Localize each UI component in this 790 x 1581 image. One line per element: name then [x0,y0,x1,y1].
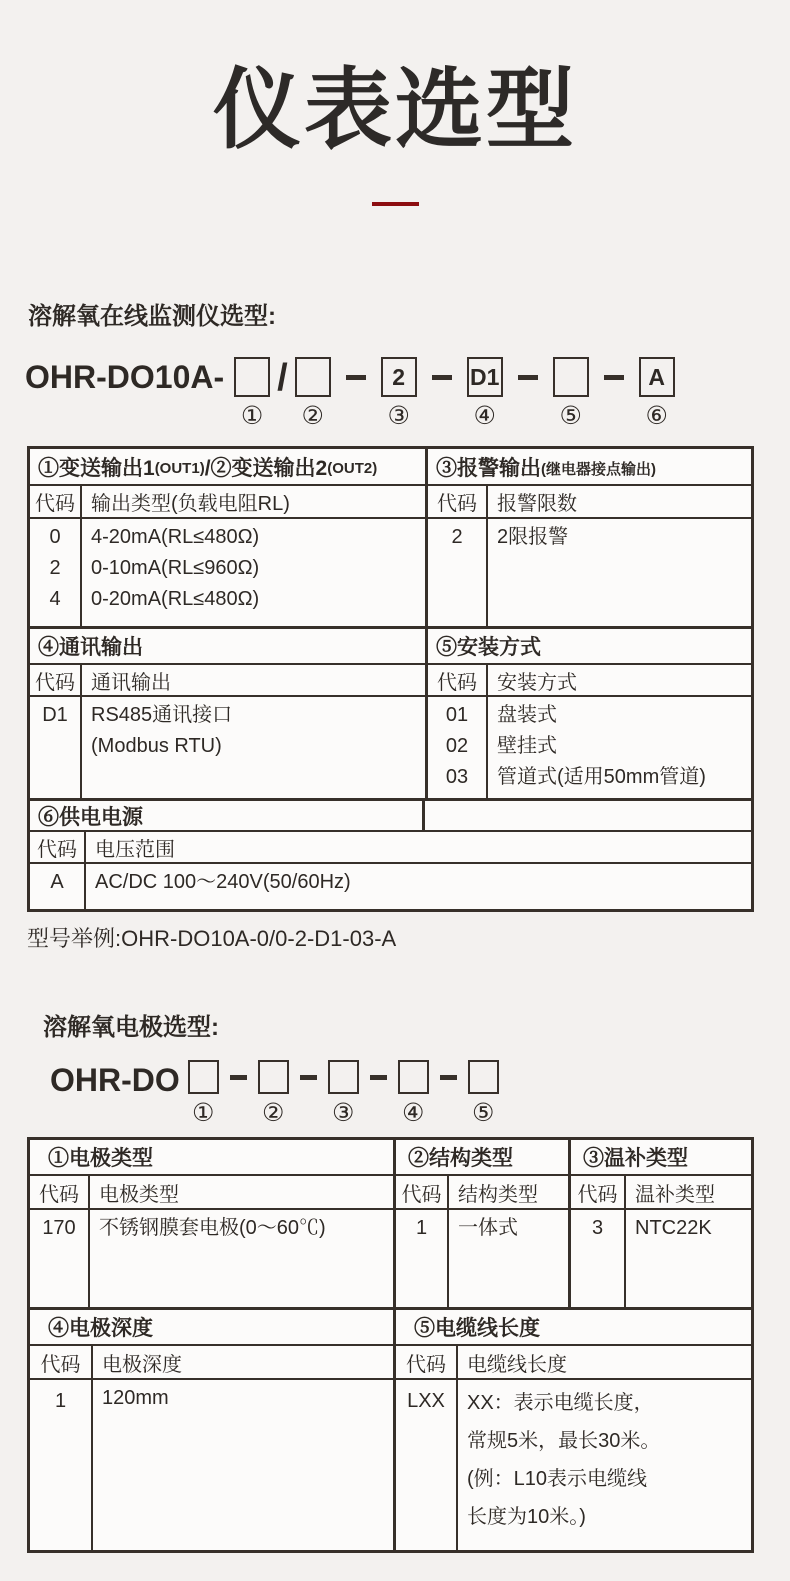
code-header-cell: 代码 [30,832,86,862]
code-cells [396,1210,449,1307]
separator-dash [604,375,624,380]
electrode-selection-table [27,1137,754,1553]
desc-cells [86,864,751,909]
section-alarm-output [425,449,751,626]
column-header-row [396,1176,568,1210]
electrode-model-prefix: OHR-DO [50,1062,180,1098]
desc-line: (例：L10表示电缆线 [467,1468,648,1490]
code-cell: 1 [415,1217,428,1239]
data-area [30,697,425,798]
page-title: 仪表选型 [212,60,577,159]
code-header-cell: 代码 [571,1176,626,1208]
section-transmit-output-title [30,449,425,486]
model-slot-6 [639,357,675,430]
column-header-row [428,486,751,519]
electrode-slot-1 [188,1060,219,1127]
data-area [30,1210,393,1307]
monitor-model-code-row [25,357,790,430]
data-area [571,1210,751,1307]
separator-dash [370,1075,387,1080]
data-area [396,1210,568,1307]
desc-cell: 不锈钢膜套电极(0～60℃) [99,1217,326,1239]
table1-row-2 [30,629,751,801]
model-example-label: 型号举例: [27,926,122,951]
desc-header-cell: 电压范围 [95,838,175,861]
electrode-slot-box-3 [328,1060,359,1094]
section-mount-type-title [428,629,751,665]
section-transmit-output [30,449,425,626]
separator-dash [300,1075,317,1080]
section-electrode-type [30,1140,393,1307]
title-text: ⑤安装方式 [436,636,541,659]
section-electrode-type-title [30,1140,393,1176]
separator-dash [432,375,452,380]
title-text: /②变送输出2 [204,456,328,480]
section-electrode-depth [30,1310,393,1550]
code-cell: 4 [49,588,61,610]
slot-index-3: ③ [332,1098,355,1127]
separator-dash [518,375,538,380]
section-cable-length [393,1310,751,1550]
column-header-row [30,1176,393,1210]
model-example-line [27,922,790,953]
section-structure-type [393,1140,568,1307]
electrode-slot-2 [258,1060,289,1127]
code-cell: 2 [451,526,463,548]
section-alarm-output-title [428,449,751,486]
table2-row-1 [30,1140,751,1310]
desc-cell: RS485通讯接口 [91,704,233,726]
code-cell: 02 [445,735,469,757]
separator-dash [440,1075,457,1080]
desc-cells [488,697,751,798]
title-text: ⑤电缆线长度 [414,1317,540,1340]
code-header-cell: 代码 [428,486,488,517]
section-temp-comp-type-title [571,1140,751,1176]
desc-cell: 壁挂式 [497,735,557,757]
electrode-slot-box-2 [258,1060,289,1094]
code-header-cell: 代码 [396,1176,449,1208]
desc-header-cell: 安装方式 [497,671,577,694]
slot-index-2: ② [301,401,324,430]
model-slot-box-1 [234,357,270,397]
model-slot-box-2 [295,357,331,397]
slot-index-4: ④ [402,1098,425,1127]
section-power-supply [30,801,751,909]
title-text: ①电极类型 [48,1147,153,1170]
model-slot-2 [295,357,331,430]
desc-cells [82,697,425,798]
code-cells [30,519,82,626]
slot-index-5: ⑤ [472,1098,495,1127]
electrode-slot-5 [468,1060,499,1127]
section-mount-type [425,629,751,798]
desc-cells [90,1210,393,1307]
code-header-cell: 代码 [428,665,488,695]
separator-dash [230,1075,247,1080]
title-text: ③温补类型 [583,1147,688,1170]
code-header-cell: 代码 [30,1346,93,1378]
slot-index-3: ③ [387,401,410,430]
desc-cells [458,1380,751,1550]
desc-header-cell: 报警限数 [497,493,577,515]
title-text: ②结构类型 [408,1147,513,1170]
section-power-supply-title-row [30,801,751,832]
code-cell: LXX [407,1390,445,1412]
code-cell: D1 [42,704,68,726]
desc-line: 常规5米，最长30米。 [467,1430,661,1452]
title-small-text: (继电器接点输出) [541,460,656,478]
desc-cell: NTC22K [635,1217,712,1239]
title-small-text: (OUT2) [327,459,378,477]
section-power-supply-title: ⑥供电电源 [30,801,425,830]
code-header-cell: 代码 [30,1176,90,1208]
column-header-row [30,832,751,864]
desc-cells [626,1210,751,1307]
desc-cells [93,1380,393,1550]
column-header-row [428,665,751,697]
column-header-row [30,665,425,697]
separator-dash [346,375,366,380]
column-header-row [30,486,425,519]
section-electrode-depth-title [30,1310,393,1346]
code-cell: 1 [54,1390,67,1412]
desc-cell: (Modbus RTU) [91,735,222,757]
monitor-selection-table [27,446,754,912]
model-slot-4 [467,357,503,430]
table2-row-2 [30,1310,751,1550]
desc-header-cell: 温补类型 [635,1183,715,1206]
electrode-slot-4 [398,1060,429,1127]
slot-index-6: ⑥ [645,401,668,430]
column-header-row [396,1346,751,1380]
electrode-slot-box-5 [468,1060,499,1094]
code-cell: 03 [445,766,469,788]
code-header-cell: 代码 [396,1346,458,1378]
data-area [30,1380,393,1550]
title-text: ③报警输出 [436,456,541,480]
code-cells [30,697,82,798]
desc-line: XX：表示电缆长度， [467,1392,654,1414]
code-cell: 2 [49,557,61,579]
code-cell: 01 [445,704,469,726]
model-slot-3 [381,357,417,430]
electrode-slot-box-4 [398,1060,429,1094]
column-header-row [30,1346,393,1380]
section-comm-output-title [30,629,425,665]
title-small-text: (OUT1) [154,459,205,477]
code-cell: A [50,871,64,893]
desc-cell: 2限报警 [497,526,569,548]
desc-cell: 管道式(适用50mm管道) [497,766,706,788]
code-cell: 170 [42,1217,76,1239]
code-cells [30,1380,93,1550]
model-slot-1 [234,357,270,430]
desc-cell: 一体式 [458,1217,518,1239]
code-header-cell: 代码 [30,486,82,517]
column-header-row [571,1176,751,1210]
slot-index-4: ④ [473,401,496,430]
title-text: ①变送输出1 [38,456,155,480]
desc-cell: AC/DC 100～240V(50/60Hz) [95,871,351,893]
separator-slash: / [277,357,288,399]
electrode-slot-3 [328,1060,359,1127]
model-slot-box-4: D1 [467,357,503,397]
desc-cell: 盘装式 [497,704,557,726]
model-slot-box-5 [553,357,589,397]
code-cells [428,519,488,626]
slot-index-1: ① [192,1098,215,1127]
code-cell: 0 [49,526,61,548]
desc-cell: 0-10mA(RL≤960Ω) [91,557,260,579]
desc-header-cell: 电极深度 [102,1353,182,1376]
model-slot-box-3: 2 [381,357,417,397]
empty-header-cell [425,801,751,830]
code-cells [428,697,488,798]
title-text: ④通讯输出 [38,636,143,659]
monitor-model-prefix: OHR-DO10A- [25,359,225,395]
title-accent-dash [372,202,419,206]
code-cells [30,1210,90,1307]
code-cells [396,1380,458,1550]
section-comm-output [30,629,425,798]
section-temp-comp-type [568,1140,751,1307]
desc-header-cell: 结构类型 [458,1183,538,1206]
desc-cells [488,519,751,626]
model-example-value: OHR-DO10A-0/0-2-D1-03-A [121,926,397,951]
electrode-model-code-row [50,1060,790,1127]
desc-header-cell: 输出类型(负载电阻RL) [91,493,290,515]
data-area [428,519,751,626]
desc-cell: 120mm [102,1387,169,1409]
desc-cell: 0-20mA(RL≤480Ω) [91,588,260,610]
desc-header-cell: 电缆线长度 [467,1353,567,1376]
slot-index-2: ② [262,1098,285,1127]
desc-header-cell: 通讯输出 [91,671,171,694]
data-area [428,697,751,798]
electrode-section-heading: 溶解氧电极选型: [43,1014,219,1041]
code-cell: 3 [591,1217,604,1239]
electrode-slot-box-1 [188,1060,219,1094]
model-slot-5 [553,357,589,430]
code-header-cell: 代码 [30,665,82,695]
monitor-section-heading: 溶解氧在线监测仪选型: [28,303,276,330]
desc-cell: 4-20mA(RL≤480Ω) [91,526,260,548]
code-cells [30,864,86,909]
title-text: ④电极深度 [48,1317,153,1340]
data-area [30,864,751,909]
desc-cells [82,519,425,626]
model-slot-box-6: A [639,357,675,397]
desc-line: 长度为10米。) [467,1506,586,1528]
data-area [30,519,425,626]
section-structure-type-title [396,1140,568,1176]
section-cable-length-title [396,1310,751,1346]
table1-row-1 [30,449,751,629]
code-cells [571,1210,626,1307]
slot-index-1: ① [240,401,264,430]
desc-header-cell: 电极类型 [99,1183,179,1206]
slot-index-5: ⑤ [559,401,582,430]
desc-cells [449,1210,568,1307]
data-area [396,1380,751,1550]
